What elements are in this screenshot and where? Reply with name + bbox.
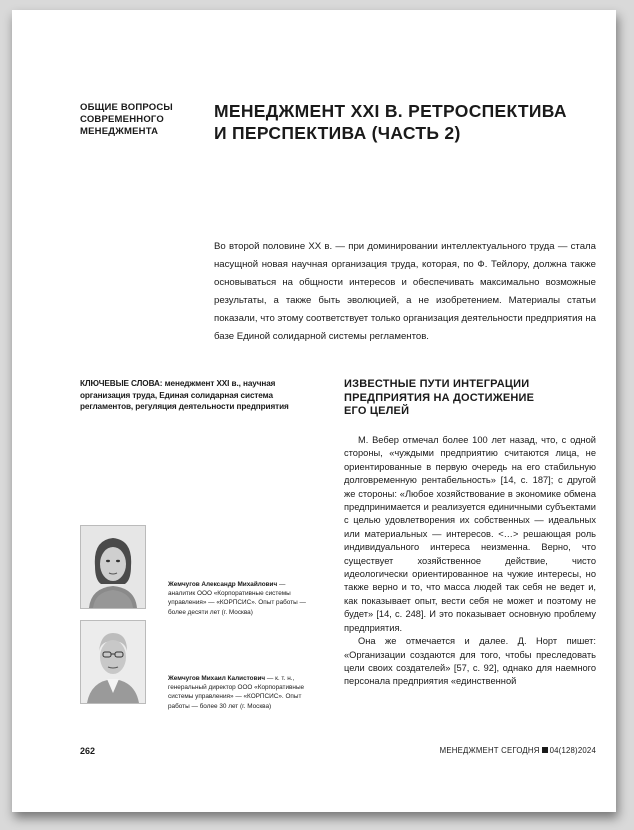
author-caption-1	[168, 580, 312, 617]
section-heading: ИЗВЕСТНЫЕ ПУТИ ИНТЕГРАЦИИ ПРЕДПРИЯТИЯ НА ДОСТИЖЕНИЕ ЕГО ЦЕЛЕЙ	[344, 378, 535, 417]
author-bio: — к. т. н., генеральный директор ООО «Корпоративные системы управления» — «КОРПСИС». Опыт работы — более 30 лет (г. Москва)	[168, 675, 305, 710]
page-number: 262	[80, 746, 96, 756]
author-bio: — аналитик ООО «Корпоративные системы управления» — «КОРПСИС». Опыт работы — более десяти лет (г. Москва)	[168, 581, 306, 616]
article-title: МЕНЕДЖМЕНТ XXI В. РЕТРОСПЕКТИВА И ПЕРСПЕКТИВА (ЧАСТЬ 2)	[214, 101, 567, 143]
journal-issue: 04(128)2024	[549, 746, 596, 755]
journal-footer	[440, 746, 596, 755]
keywords: КЛЮЧЕВЫЕ СЛОВА: менеджмент XXI в., научная организация труда, Единая солидарная система регламентов, регуляция деятельности предприятия	[80, 379, 289, 411]
author-photo-2	[80, 620, 146, 704]
body-paragraph: Она же отмечается и далее. Д. Норт пишет: «Организации создаются для того, чтобы преследовать цели своих создателей» [57, с. 92], однако для наемного персонала предприятия «единственной	[344, 636, 596, 687]
body-paragraph: М. Вебер отмечал более 100 лет назад, что, с одной стороны, «чуждыми предприятию считаются лица, не ориентированные в первую очередь на его стабильную долговременную рентабельность» [14, с. 187]; с другой же стороны: «Любое хозяйствование в экономике обмена предпринимается и реализуется единичными субъектами с целью удовлетворения их собственных — идеальных или материальных — интересов. <…> решающая роль индивидуального интереса неизменна. Верно, что существует хозяйственное действие, чисто идеологически ориентированное на чужие интересы, но также верно и то, что масса людей так себя не ведет и, как показывает опыт, вести себя не может и поэтому не будет» [14, с. 248]. И это показывает основную проблему предприятия.	[344, 435, 596, 633]
author-caption-2	[168, 674, 318, 711]
journal-page	[12, 10, 616, 812]
author-name: Жемчугов Александр Михайлович	[168, 581, 278, 588]
square-separator-icon	[542, 747, 548, 753]
journal-name: МЕНЕДЖМЕНТ СЕГОДНЯ	[439, 746, 540, 755]
article-abstract: Во второй половине XX в. — при доминировании интеллектуального труда — стала насущной новая научная организация труда, которая, по Ф. Тейлору, должна также основываться на общности интересов и обеспечивать максимально возможные результаты, а также быть эволюцией, а не изобретением. Материалы статьи показали, что этому соответствует только организация деятельности предприятия на базе Единой солидарной системы регламентов.	[214, 241, 597, 342]
author-name: Жемчугов Михаил Калистович	[168, 675, 266, 682]
section-label: ОБЩИЕ ВОПРОСЫ СОВРЕМЕННОГО МЕНЕДЖМЕНТА	[80, 102, 173, 137]
article-body	[344, 434, 596, 689]
author-photo-1	[80, 525, 146, 609]
portrait-icon	[81, 621, 145, 703]
portrait-icon	[81, 526, 145, 608]
